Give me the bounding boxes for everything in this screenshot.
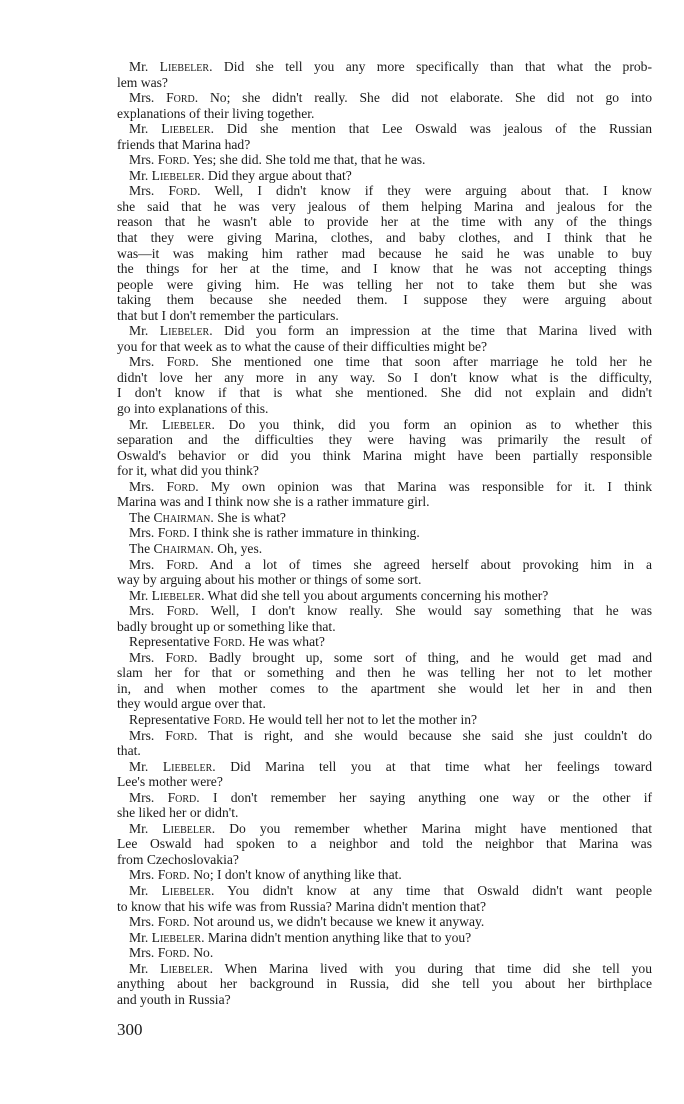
speaker-title: Mrs. — [129, 183, 155, 199]
text-line: Mrs. Ford. She mentioned one time that soon after marriage he told her he — [129, 354, 653, 370]
testimony-paragraph — [117, 323, 652, 354]
line-text: Oswald's behavior or did you think Marina might have been partially responsible — [117, 447, 652, 463]
speaker-title: Mr. — [129, 929, 149, 945]
speaker-title: Mr. — [129, 758, 149, 774]
testimony-paragraph — [117, 603, 652, 634]
text-line — [117, 836, 652, 852]
line-text: the things for her at the time, and I know that he was not accepting things — [117, 261, 652, 277]
speaker-name: Ford — [167, 789, 197, 805]
testimony-paragraph — [117, 168, 652, 184]
testimony-paragraph — [117, 883, 652, 914]
speaker-title: Mrs. — [129, 914, 155, 930]
page-number: 300 — [117, 1020, 143, 1039]
speaker-title: Mrs. — [129, 649, 155, 665]
text-line — [117, 214, 652, 230]
text-line — [117, 292, 652, 308]
testimony-paragraph — [117, 759, 652, 790]
testimony-paragraph — [117, 650, 652, 712]
testimony-paragraph — [117, 712, 652, 728]
text-line: Mr. Liebeler. When Marina lived with you during that time did she tell you — [129, 960, 652, 976]
speaker-name: Ford — [157, 867, 187, 883]
speaker-name: Ford — [166, 603, 196, 619]
speaker-title: Mr. — [129, 167, 149, 183]
text-line — [117, 774, 652, 790]
speaker-name: Ford — [166, 90, 195, 106]
speaker-title: Mrs. — [129, 867, 155, 883]
speaker-name: Liebeler — [160, 960, 210, 976]
text-line: Mrs. Ford. Badly brought up, some sort of thing, and he would get mad and — [129, 649, 653, 665]
line-text: she said that he was very jealous of them helping Marina and jealous for the — [117, 198, 652, 214]
text-line: Mrs. Ford. My own opinion was that Marina was responsible for it. I think — [129, 478, 653, 494]
speaker-title: Mr. — [129, 416, 149, 432]
text-line: Mrs. Ford. No; I don't know of anything like that. — [129, 867, 402, 883]
line-text: Did she mention that Lee Oswald was jealous of the Russian — [226, 121, 652, 137]
text-line — [117, 401, 652, 417]
text-line: Mr. Liebeler. Did Marina tell you at that time what her feelings toward — [129, 758, 653, 774]
line-text: Did Marina tell you at that time what her feelings toward — [230, 758, 653, 774]
text-line — [117, 199, 652, 215]
text-line: Mrs. Ford. Yes; she did. She told me that, that he was. — [129, 152, 426, 168]
speaker-name: Ford — [157, 914, 187, 930]
line-text: Oh, yes. — [217, 540, 263, 556]
speaker-name: Ford — [213, 634, 242, 650]
line-text: she liked her or didn't. — [117, 805, 239, 821]
line-text: from Czechoslovakia? — [117, 851, 239, 867]
line-text: Do you think, did you form an opinion as to whether this — [228, 416, 653, 432]
speaker-name: Liebeler — [159, 59, 210, 74]
line-text: lem was? — [117, 74, 168, 90]
speaker-title: Mrs. — [129, 90, 155, 106]
text-line: Mr. Liebeler. Do you remember whether Marina might have mentioned that — [129, 820, 652, 836]
speaker-title: Representative — [129, 711, 210, 727]
line-text: you for that week as to what the cause of their difficulties might be? — [117, 338, 488, 354]
text-line: Mr. Liebeler. Marina didn't mention anything like that to you? — [129, 929, 472, 945]
text-line — [117, 339, 652, 355]
speaker-title: Mr. — [129, 960, 149, 976]
text-line — [117, 230, 652, 246]
testimony-paragraph — [117, 152, 652, 168]
speaker-title: Mr. — [129, 587, 149, 603]
text-line: Mrs. Ford. That is right, and she would because she said she just couldn't do — [129, 727, 652, 743]
line-text: When Marina lived with you during that time did she tell you — [224, 960, 652, 976]
speaker-title: Mrs. — [129, 945, 155, 961]
testimony-paragraph — [117, 945, 652, 961]
speaker-name: Liebeler — [151, 167, 202, 183]
text-line — [117, 137, 652, 153]
speaker-name: Liebeler — [151, 587, 202, 603]
line-text: badly brought up or something like that. — [117, 618, 336, 634]
testimony-paragraph — [117, 557, 652, 588]
line-text: that they were giving Marina, clothes, and baby clothes, and I think that he — [117, 230, 652, 246]
text-line — [117, 852, 652, 868]
testimony-paragraph — [117, 728, 652, 759]
line-text: No; I don't know of anything like that. — [193, 867, 402, 883]
speaker-title: Mr. — [129, 820, 149, 836]
line-text: Lee's mother were? — [117, 774, 223, 790]
speaker-title: Mrs. — [129, 478, 155, 494]
line-text: people were giving him. He was telling her not to take them but she was — [117, 276, 652, 292]
line-text: Did she tell you any more specifically than that what the prob- — [223, 59, 652, 74]
text-line — [117, 976, 652, 992]
line-text: You didn't know at any time that Oswald didn't want people — [227, 882, 653, 898]
testimony-paragraph — [117, 821, 652, 868]
line-text: separation and the difficulties they were having was primarily the result of — [117, 432, 652, 448]
text-line: The Chairman. Oh, yes. — [129, 540, 263, 556]
text-line: Mr. Liebeler. Did she mention that Lee Oswald was jealous of the Russian — [129, 121, 652, 137]
speaker-name: Ford — [157, 945, 187, 961]
testimony-paragraph — [117, 525, 652, 541]
text-line — [117, 448, 652, 464]
line-text: go into explanations of this. — [117, 401, 269, 417]
text-line: Mrs. Ford. Well, I don't know really. She would say something that he was — [129, 603, 652, 619]
line-text: was—it was making him rather mad because he said he was unable to buy — [117, 245, 652, 261]
line-text: Did they argue about that? — [207, 167, 352, 183]
testimony-paragraph — [117, 790, 652, 821]
line-text: that but I don't remember the particulars. — [117, 307, 339, 323]
line-text: didn't love her any more in any way. So I don't know what is the difficulty, — [117, 369, 652, 385]
line-text: She mentioned one time that soon after marriage he told her he — [211, 354, 653, 370]
speaker-name: Ford — [165, 727, 194, 743]
speaker-title: Mr. — [129, 323, 149, 339]
line-text: anything about her background in Russia, did she tell you about her birthplace — [117, 976, 652, 992]
line-text: way by arguing about his mother or things of some sort. — [117, 572, 422, 588]
text-line: Mrs. Ford. No. — [129, 945, 214, 961]
text-line — [117, 619, 652, 635]
speaker-title: Mrs. — [129, 727, 155, 743]
text-line: Mrs. Ford. And a lot of times she agreed herself about provoking him in a — [129, 556, 653, 572]
text-line — [117, 572, 652, 588]
text-line — [117, 277, 652, 293]
speaker-name: Chairman — [153, 509, 211, 525]
text-line: Mrs. Ford. Well, I didn't know if they were arguing about that. I know — [129, 183, 652, 199]
speaker-name: Liebeler — [162, 416, 212, 432]
speaker-title: Mr. — [129, 121, 149, 137]
speaker-title: Mrs. — [129, 789, 155, 805]
speaker-title: Mr. — [129, 59, 149, 74]
line-text: I don't know if that is what she mentioned. She did not explain and didn't — [117, 385, 652, 401]
line-text: Well, I don't know really. She would say something that he was — [210, 603, 652, 619]
text-line — [117, 696, 652, 712]
speaker-name: Ford — [166, 556, 195, 572]
text-line — [117, 246, 652, 262]
text-line — [117, 261, 652, 277]
line-text: they would argue over that. — [117, 696, 266, 712]
speaker-title: The — [129, 540, 151, 556]
line-text: That is right, and she would because she said she just couldn't do — [208, 727, 652, 743]
testimony-paragraph — [117, 59, 652, 90]
text-line: Mr. Liebeler. Did they argue about that? — [129, 167, 352, 183]
line-text: No; she didn't really. She did not elaborate. She did not go into — [209, 90, 653, 106]
speaker-name: Ford — [157, 152, 187, 168]
line-text: to know that his wife was from Russia? Marina didn't mention that? — [117, 898, 487, 914]
line-text: No. — [193, 945, 214, 961]
speaker-title: The — [129, 509, 151, 525]
text-line: Mrs. Ford. Not around us, we didn't because we knew it anyway. — [129, 914, 485, 930]
line-text: She is what? — [217, 509, 286, 525]
testimony-paragraph — [117, 867, 652, 883]
testimony-paragraph — [117, 479, 652, 510]
text-line — [117, 743, 652, 759]
line-text: I don't remember her saying anything one way or the other if — [212, 789, 652, 805]
text-line: Representative Ford. He would tell her not to let the mother in? — [129, 711, 478, 727]
text-line — [117, 992, 652, 1008]
text-line — [117, 106, 652, 122]
text-line: Mr. Liebeler. What did she tell you about arguments concerning his mother? — [129, 587, 549, 603]
text-line — [117, 385, 652, 401]
speaker-name: Ford — [168, 183, 198, 199]
speaker-title: Mrs. — [129, 354, 155, 370]
testimony-paragraph — [117, 930, 652, 946]
speaker-title: Mr. — [129, 882, 149, 898]
speaker-name: Liebeler — [161, 121, 211, 137]
speaker-title: Mrs. — [129, 152, 155, 168]
line-text: Yes; she did. She told me that, that he was. — [192, 152, 426, 168]
testimony-paragraph — [117, 90, 652, 121]
speaker-name: Ford — [166, 354, 196, 370]
speaker-name: Liebeler — [159, 323, 210, 339]
speaker-name: Ford — [213, 711, 242, 727]
speaker-title: Representative — [129, 634, 210, 650]
testimony-paragraph — [117, 588, 652, 604]
text-line — [117, 681, 652, 697]
speaker-name: Liebeler — [151, 929, 202, 945]
text-line — [117, 494, 652, 510]
testimony-paragraph — [117, 183, 652, 323]
text-line: Representative Ford. He was what? — [129, 634, 325, 650]
text-line: The Chairman. She is what? — [129, 509, 286, 525]
text-line — [117, 899, 652, 915]
speaker-name: Ford — [166, 478, 196, 494]
line-text: Well, I didn't know if they were arguing about that. I know — [214, 183, 652, 199]
line-text: for it, what did you think? — [117, 463, 259, 479]
speaker-name: Ford — [157, 525, 187, 541]
line-text: He would tell her not to let the mother in? — [248, 711, 478, 727]
testimony-paragraph — [117, 417, 652, 479]
text-line — [117, 805, 652, 821]
speaker-name: Ford — [165, 649, 195, 665]
testimony-paragraph — [117, 914, 652, 930]
speaker-title: Mrs. — [129, 525, 155, 541]
testimony-paragraph — [117, 634, 652, 650]
testimony-paragraph — [117, 541, 652, 557]
line-text: Did you form an impression at the time that Marina lived with — [224, 323, 652, 339]
speaker-name: Liebeler — [162, 820, 212, 836]
testimony-paragraph — [117, 510, 652, 526]
text-line: Mrs. Ford. I think she is rather immature in thinking. — [129, 525, 420, 541]
line-text: Not around us, we didn't because we knew it anyway. — [193, 914, 485, 930]
text-line — [117, 75, 652, 91]
text-line — [117, 370, 652, 386]
line-text: My own opinion was that Marina was responsible for it. I think — [210, 478, 653, 494]
line-text: slam her for that or something and then he was telling her not to let mother — [117, 665, 652, 681]
text-line: Mr. Liebeler. Do you think, did you form an opinion as to whether this — [129, 416, 653, 432]
testimony-paragraph — [117, 121, 652, 152]
line-text: I think she is rather immature in thinking. — [193, 525, 420, 541]
line-text: Lee Oswald had spoken to a neighbor and told the neighbor that Marina was — [117, 836, 652, 852]
text-line — [117, 432, 652, 448]
text-line — [117, 308, 652, 324]
line-text: He was what? — [248, 634, 325, 650]
text-line: Mr. Liebeler. Did you form an impression at the time that Marina lived with — [129, 323, 652, 339]
line-text: friends that Marina had? — [117, 136, 251, 152]
line-text: Marina was and I think now she is a rather immature girl. — [117, 494, 430, 510]
line-text: in, and when mother comes to the apartment she would let her in and then — [117, 680, 652, 696]
line-text: And a lot of times she agreed herself about provoking him in a — [209, 556, 653, 572]
speaker-name: Liebeler — [162, 758, 213, 774]
line-text: that. — [117, 743, 141, 759]
text-line — [117, 463, 652, 479]
line-text: Badly brought up, some sort of thing, and he would get mad and — [208, 649, 653, 665]
speaker-title: Mrs. — [129, 556, 155, 572]
text-line: Mrs. Ford. No; she didn't really. She did not elaborate. She did not go into — [129, 90, 653, 106]
line-text: reason that he wasn't able to provide her at the time with any of the things — [117, 214, 652, 230]
line-text: and youth in Russia? — [117, 991, 231, 1007]
text-line: Mr. Liebeler. Did she tell you any more specifically than that what the prob- — [129, 59, 652, 74]
testimony-text — [117, 59, 652, 1007]
line-text: explanations of their living together. — [117, 105, 315, 121]
line-text: Do you remember whether Marina might have mentioned that — [229, 820, 652, 836]
testimony-paragraph — [117, 354, 652, 416]
line-text: taking them because she needed them. I suppose they were arguing about — [117, 292, 652, 308]
line-text: Marina didn't mention anything like that to you? — [207, 929, 472, 945]
speaker-name: Liebeler — [161, 882, 212, 898]
text-line — [117, 665, 652, 681]
speaker-title: Mrs. — [129, 603, 155, 619]
line-text: What did she tell you about arguments concerning his mother? — [207, 587, 549, 603]
speaker-name: Chairman — [153, 540, 211, 556]
testimony-paragraph — [117, 961, 652, 1008]
text-line: Mr. Liebeler. You didn't know at any time that Oswald didn't want people — [129, 882, 653, 898]
text-line: Mrs. Ford. I don't remember her saying anything one way or the other if — [129, 789, 652, 805]
